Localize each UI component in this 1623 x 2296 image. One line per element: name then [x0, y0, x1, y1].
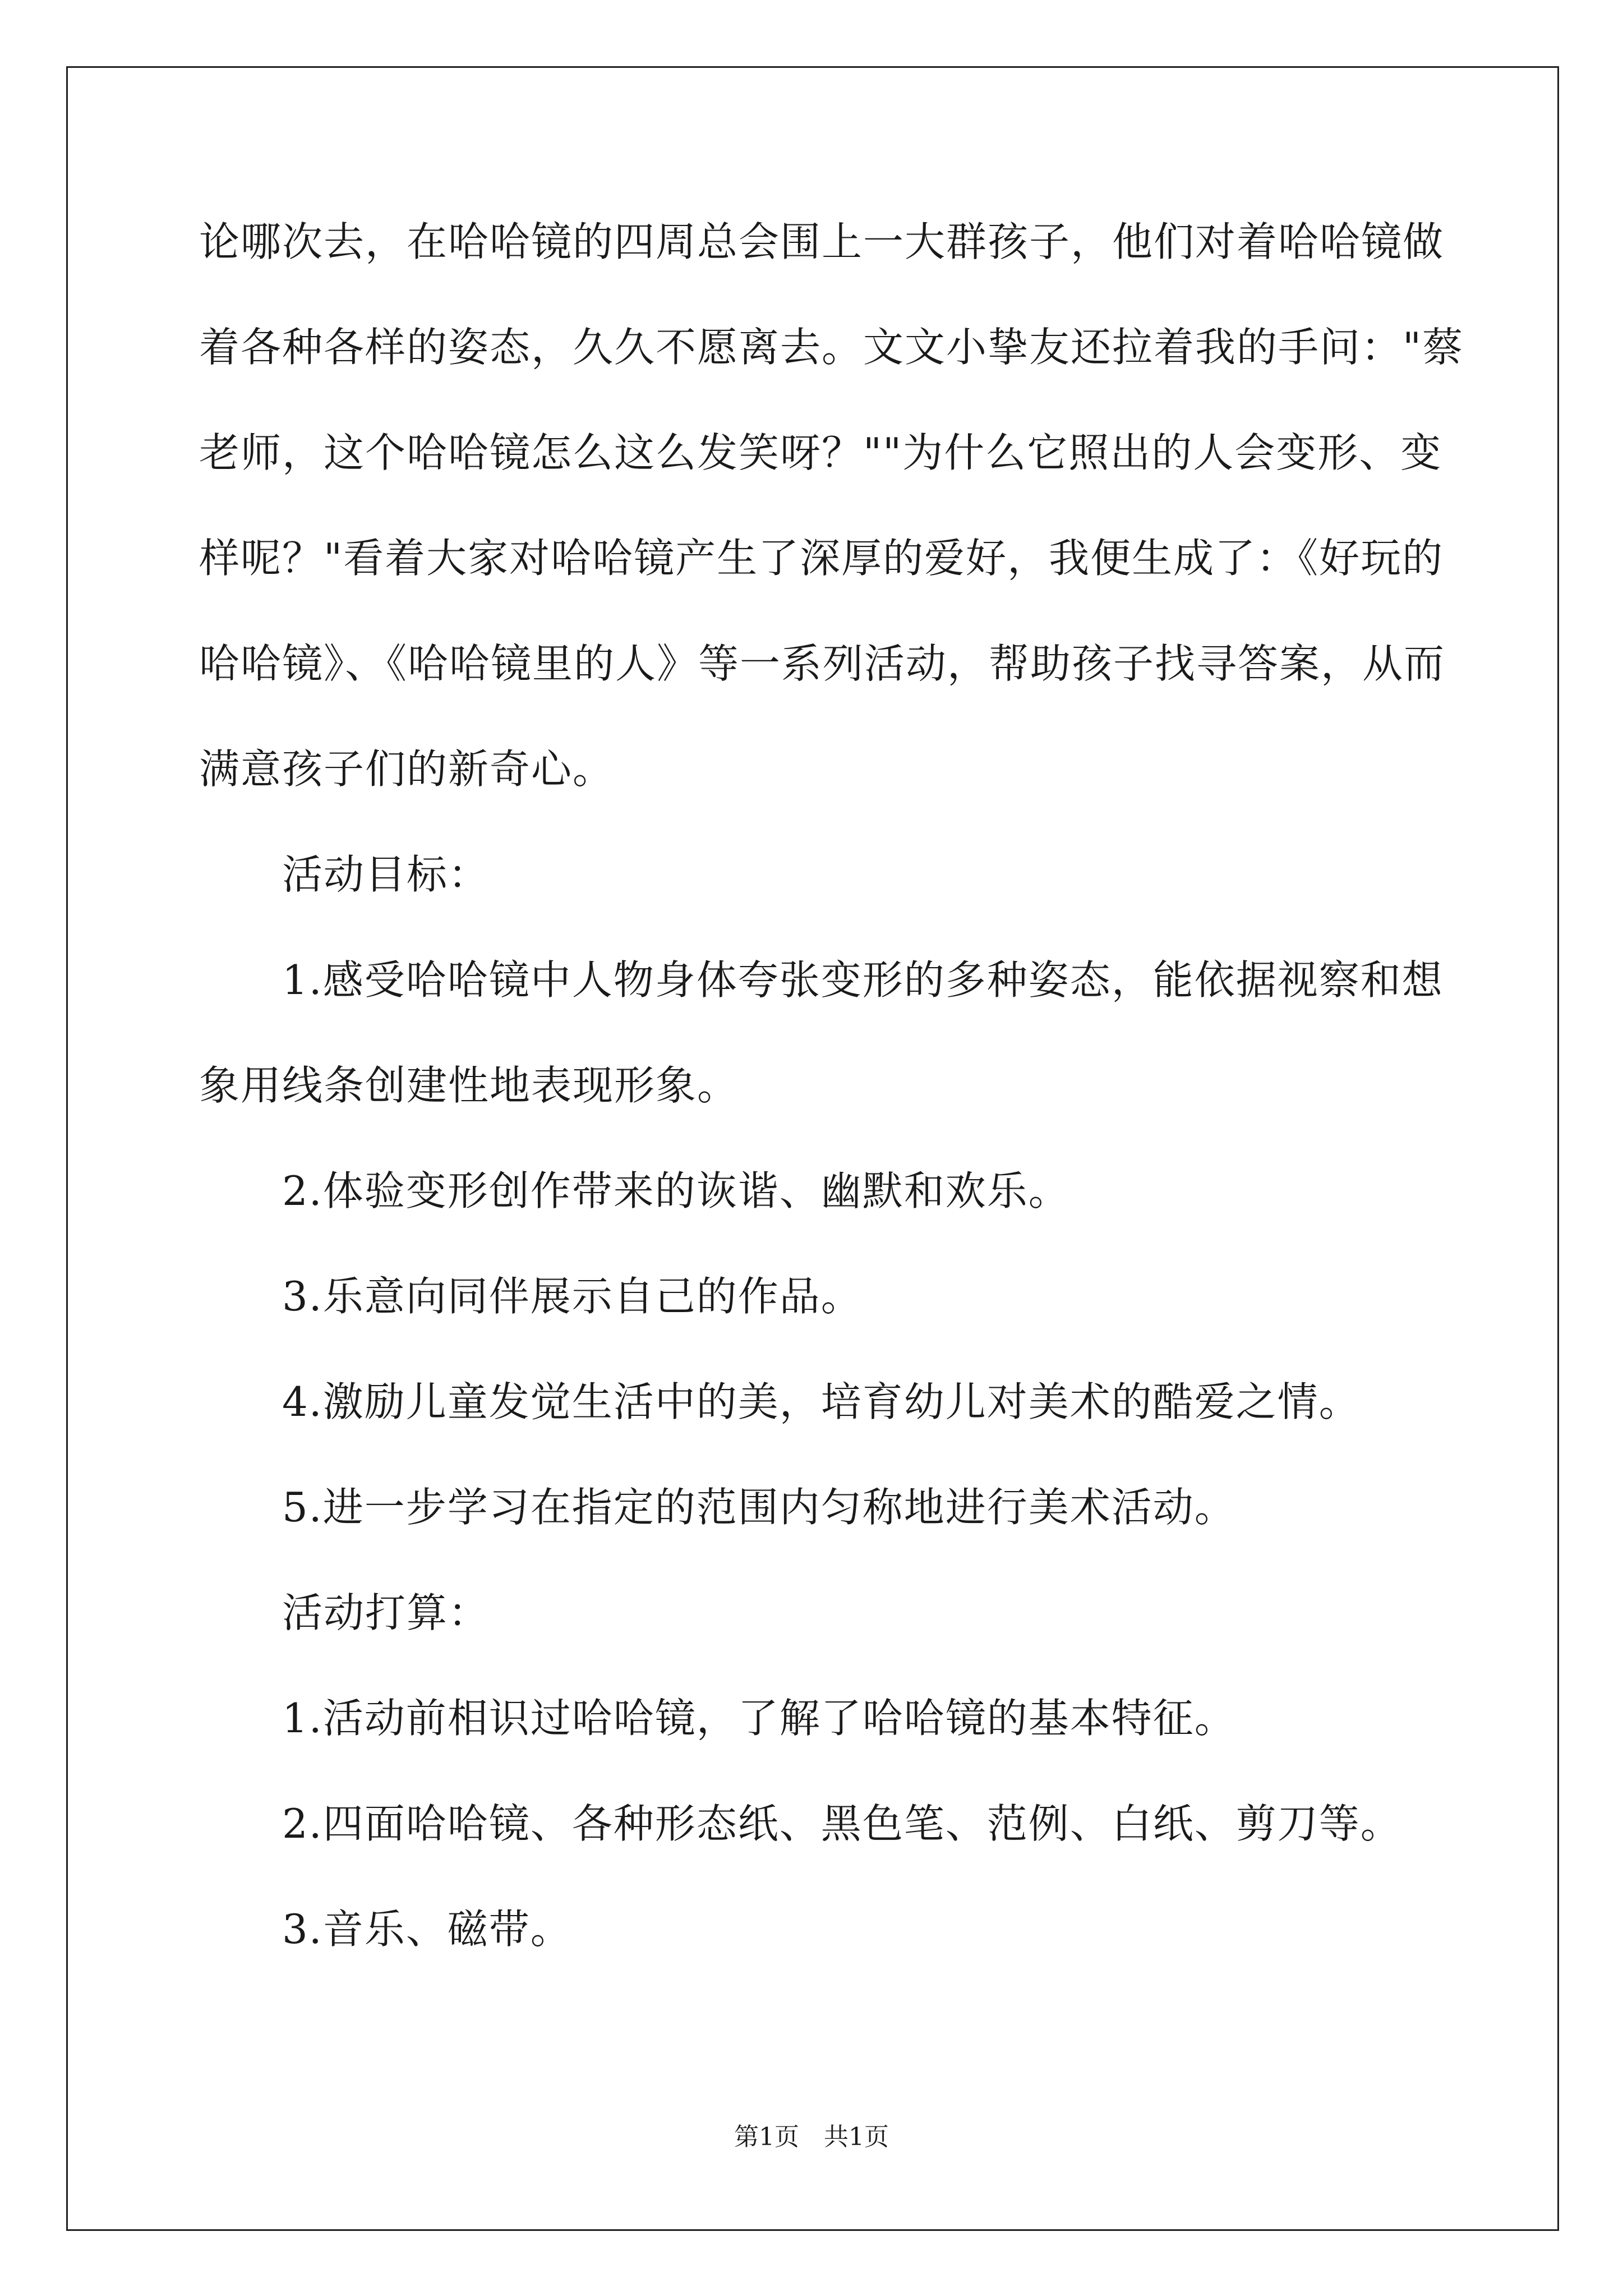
goals-heading: 活动目标： — [282, 851, 490, 898]
goal-4: 4.激励儿童发觉生活中的美，培育幼儿对美术的酷爱之情。 — [282, 1378, 1361, 1425]
goal-3: 3.乐意向同伴展示自己的作品。 — [282, 1273, 863, 1320]
intro-line-3: 老师，这个哈哈镜怎么这么发笑呀？""为什么它照出的人会变形、变 — [199, 429, 1442, 476]
prep-1: 1.活动前相识过哈哈镜，了解了哈哈镜的基本特征。 — [282, 1695, 1236, 1742]
prep-heading: 活动打算： — [282, 1589, 490, 1636]
goal-1-line-2: 象用线条创建性地表现形象。 — [199, 1062, 739, 1109]
document-body — [199, 218, 1464, 2014]
goal-2: 2.体验变形创作带来的诙谐、幽默和欢乐。 — [282, 1167, 1070, 1214]
page-footer — [0, 2125, 1623, 2150]
page-number-current: 第1页 — [734, 2123, 799, 2151]
page-number-total: 共1页 — [824, 2123, 889, 2151]
intro-line-1: 论哪次去，在哈哈镜的四周总会围上一大群孩子，他们对着哈哈镜做 — [199, 218, 1445, 265]
goal-1-line-1: 1.感受哈哈镜中人物身体夸张变形的多种姿态，能依据视察和想 — [282, 956, 1444, 1004]
intro-line-2: 着各种各样的姿态，久久不愿离去。文文小挚友还拉着我的手问："蔡 — [199, 324, 1464, 371]
intro-line-5: 哈哈镜》、《哈哈镜里的人》等一系列活动，帮助孩子找寻答案，从而 — [199, 640, 1446, 687]
prep-3: 3.音乐、磁带。 — [282, 1906, 572, 1953]
intro-line-4: 样呢？"看着大家对哈哈镜产生了深厚的爱好，我便生成了：《好玩的 — [199, 535, 1444, 582]
intro-line-6: 满意孩子们的新奇心。 — [199, 746, 615, 793]
goal-5: 5.进一步学习在指定的范围内匀称地进行美术活动。 — [282, 1484, 1236, 1531]
prep-2: 2.四面哈哈镜、各种形态纸、黑色笔、范例、白纸、剪刀等。 — [282, 1800, 1402, 1847]
